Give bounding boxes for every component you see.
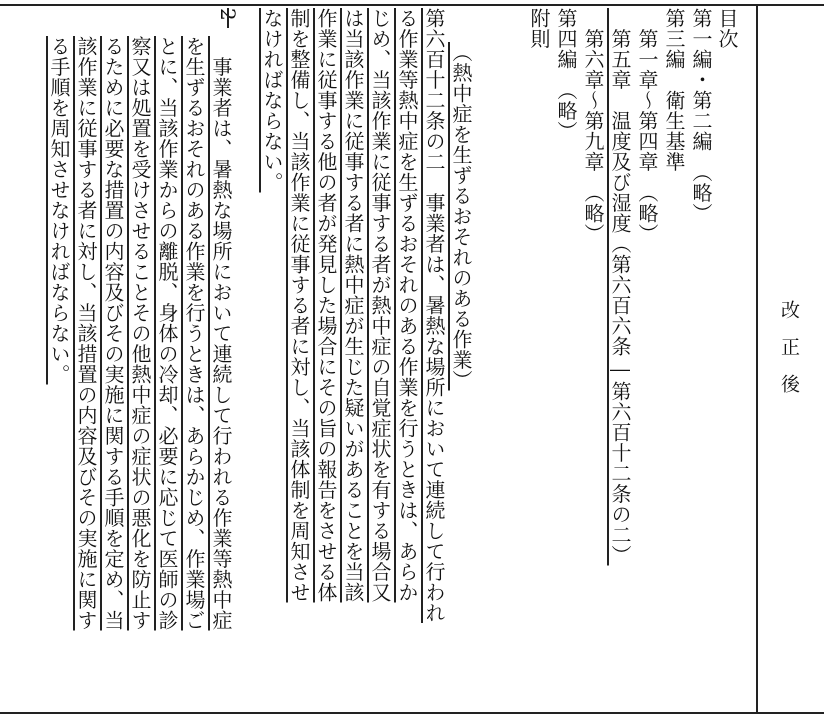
article-line: る作業等熱中症を生ずるおそれのある作業を行うときは、あらか <box>395 8 419 603</box>
toc-line: 第一編・第二編 （略） <box>689 8 713 224</box>
toc-line: 附則 <box>527 8 551 49</box>
toc-line: 第一章～第四章 （略） <box>635 8 659 244</box>
article-line: 該作業に従事する者に対し、当該措置の内容及びその実施に関す <box>74 36 98 631</box>
article-line: 第六百十二条の二 事業者は、暑熱な場所において連続して行われ <box>422 8 446 623</box>
toc-line-revised: 第五章 温度及び湿度（第六百六条―第六百十二条の二） <box>608 8 632 566</box>
article-line: 作業に従事する他の者が発見した場合にその旨の報告をさせる体 <box>314 8 338 603</box>
article-line: 事業者は、暑熱な場所において連続して行われる作業等熱中症 <box>209 36 233 631</box>
article-line: は当該作業に従事する者に熱中症が生じた疑いがあることを当該 <box>341 8 365 603</box>
toc-line: 第四編 （略） <box>554 8 578 142</box>
toc-line: 第三編 衛生基準 <box>662 8 686 172</box>
article-line: る手順を周知させなければならない。 <box>47 36 71 385</box>
article-line: 察又は処置を受けさせることその他熱中症の症状の悪化を防止す <box>128 36 152 631</box>
article-line: とに、当該作業からの離脱、身体の冷却、必要に応じて医師の診 <box>155 36 179 631</box>
toc-line: 第六章～第九章 （略） <box>581 8 605 244</box>
article-line: るために必要な措置の内容及びその実施に関する手順を定め、当 <box>101 36 125 631</box>
paragraph-number-mark <box>227 8 229 28</box>
article-line: 制を整備し、当該作業に従事する者に対し、当該体制を周知させ <box>287 8 311 603</box>
article-line: を生ずるおそれのある作業を行うときは、あらかじめ、作業場ご <box>182 36 206 631</box>
header-label: 改正後 <box>778 300 800 411</box>
frame-top-rule <box>0 4 824 6</box>
toc-title: 目次 <box>715 8 739 49</box>
article-line: じめ、当該作業に従事する者が熱中症の自覚症状を有する場合又 <box>368 8 392 603</box>
header-divider-rule <box>756 4 758 714</box>
frame-bottom-rule <box>0 712 824 714</box>
article-line: なければならない。 <box>260 8 284 193</box>
article-caption: （熱中症を生ずるおそれのある作業） <box>449 42 473 391</box>
